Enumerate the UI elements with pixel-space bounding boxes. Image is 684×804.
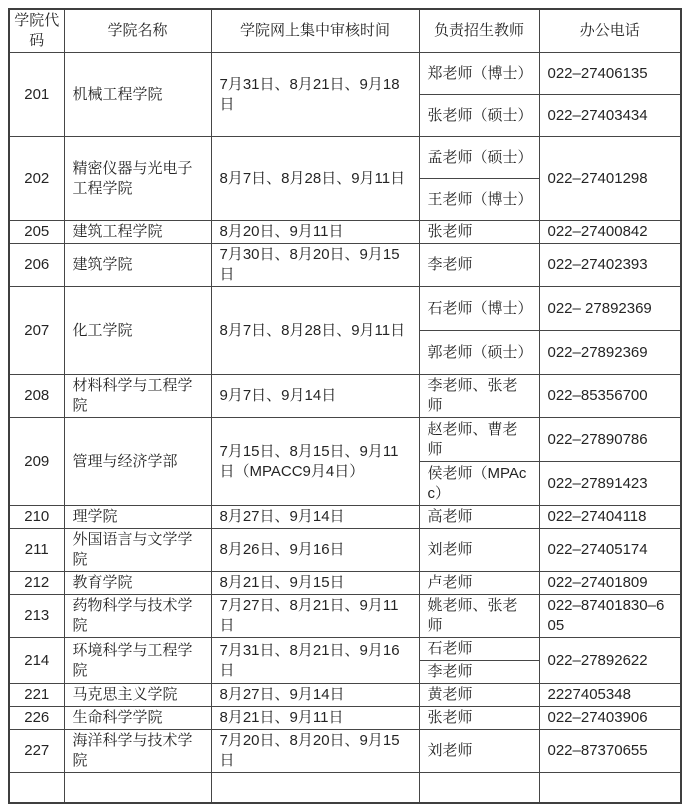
table-row-207 [9, 287, 681, 331]
college-code-cell [9, 773, 64, 803]
table-row-226 [9, 707, 681, 730]
college-code-cell: 226 [9, 707, 64, 730]
review-time-cell: 7月15日、8月15日、9月11日（MPACC9月4日） [211, 418, 419, 506]
table-row-211 [9, 529, 681, 572]
review-time-cell: 8月27日、9月14日 [211, 506, 419, 529]
college-name-cell: 建筑学院 [64, 244, 211, 287]
teacher-cell: 卢老师 [419, 572, 539, 595]
review-time-cell: 8月20日、9月11日 [211, 221, 419, 244]
college-code-cell: 227 [9, 730, 64, 773]
review-time-cell: 8月7日、8月28日、9月11日 [211, 137, 419, 221]
teacher-cell: 高老师 [419, 506, 539, 529]
phone-cell: 022–27405174 [539, 529, 681, 572]
table-row-208 [9, 375, 681, 418]
college-name-cell: 药物科学与技术学院 [64, 595, 211, 638]
teacher-cell: 郑老师（博士） [419, 53, 539, 95]
college-code-cell: 202 [9, 137, 64, 221]
table-row-227 [9, 730, 681, 773]
teacher-cell: 石老师 [419, 638, 539, 661]
review-time-cell: 9月7日、9月14日 [211, 375, 419, 418]
college-name-cell [64, 773, 211, 803]
teacher-cell: 张老师 [419, 707, 539, 730]
college-name-cell: 化工学院 [64, 287, 211, 375]
college-name-cell: 外国语言与文学学院 [64, 529, 211, 572]
table-row-221 [9, 684, 681, 707]
college-name-cell: 环境科学与工程学院 [64, 638, 211, 684]
college-code-cell: 205 [9, 221, 64, 244]
teacher-cell: 李老师、张老师 [419, 375, 539, 418]
college-code-cell: 211 [9, 529, 64, 572]
college-name-cell: 建筑工程学院 [64, 221, 211, 244]
table-row-210 [9, 506, 681, 529]
college-name-cell: 教育学院 [64, 572, 211, 595]
phone-cell: 022–27401298 [539, 137, 681, 221]
college-code-cell: 201 [9, 53, 64, 137]
teacher-cell: 石老师（博士） [419, 287, 539, 331]
teacher-cell: 赵老师、曹老师 [419, 418, 539, 462]
college-name-cell: 生命科学学院 [64, 707, 211, 730]
college-code-cell: 212 [9, 572, 64, 595]
phone-cell: 022–87370655 [539, 730, 681, 773]
phone-cell: 022–27403434 [539, 95, 681, 137]
phone-cell [539, 773, 681, 803]
teacher-cell: 张老师（硕士） [419, 95, 539, 137]
phone-cell: 022–27890786 [539, 418, 681, 462]
header-college-name: 学院名称 [64, 9, 211, 53]
review-time-cell: 7月31日、8月21日、9月18日 [211, 53, 419, 137]
review-time-cell [211, 773, 419, 803]
college-code-cell: 214 [9, 638, 64, 684]
table-row-partial [9, 773, 681, 803]
college-name-cell: 精密仪器与光电子工程学院 [64, 137, 211, 221]
college-name-cell: 马克思主义学院 [64, 684, 211, 707]
review-time-cell: 8月21日、9月11日 [211, 707, 419, 730]
college-name-cell: 机械工程学院 [64, 53, 211, 137]
table-row-212 [9, 572, 681, 595]
header-review-time: 学院网上集中审核时间 [211, 9, 419, 53]
review-time-cell: 8月7日、8月28日、9月11日 [211, 287, 419, 375]
college-name-cell: 理学院 [64, 506, 211, 529]
review-time-cell: 7月20日、8月20日、9月15日 [211, 730, 419, 773]
college-code-cell: 210 [9, 506, 64, 529]
phone-cell: 022– 27892369 [539, 287, 681, 331]
header-college-code: 学院代码 [9, 9, 64, 53]
review-time-cell: 8月27日、9月14日 [211, 684, 419, 707]
college-code-cell: 221 [9, 684, 64, 707]
table-row-201 [9, 53, 681, 95]
college-code-cell: 213 [9, 595, 64, 638]
table-row-206 [9, 244, 681, 287]
teacher-cell: 李老师 [419, 244, 539, 287]
college-name-cell: 材料科学与工程学院 [64, 375, 211, 418]
header-teacher: 负责招生教师 [419, 9, 539, 53]
phone-cell: 022–27891423 [539, 462, 681, 506]
phone-cell: 022–27401809 [539, 572, 681, 595]
college-code-cell: 206 [9, 244, 64, 287]
teacher-cell: 郭老师（硕士） [419, 331, 539, 375]
college-code-cell: 207 [9, 287, 64, 375]
teacher-cell [419, 773, 539, 803]
teacher-cell: 李老师 [419, 661, 539, 684]
phone-cell: 022–27892369 [539, 331, 681, 375]
review-time-cell: 7月30日、8月20日、9月15日 [211, 244, 419, 287]
college-name-cell: 海洋科学与技术学院 [64, 730, 211, 773]
review-time-cell: 7月31日、8月21日、9月16日 [211, 638, 419, 684]
header-row [9, 9, 681, 53]
teacher-cell: 黄老师 [419, 684, 539, 707]
college-code-cell: 208 [9, 375, 64, 418]
table-row-202 [9, 137, 681, 179]
table-row-213 [9, 595, 681, 638]
review-time-cell: 8月21日、9月15日 [211, 572, 419, 595]
phone-cell: 022–27403906 [539, 707, 681, 730]
phone-cell: 022–27402393 [539, 244, 681, 287]
review-schedule-table [8, 8, 682, 804]
phone-cell: 022–85356700 [539, 375, 681, 418]
table-row-209 [9, 418, 681, 462]
teacher-cell: 姚老师、张老师 [419, 595, 539, 638]
teacher-cell: 张老师 [419, 221, 539, 244]
phone-cell: 2227405348 [539, 684, 681, 707]
phone-cell: 022–87401830–605 [539, 595, 681, 638]
header-phone: 办公电话 [539, 9, 681, 53]
table-row-205 [9, 221, 681, 244]
college-code-cell: 209 [9, 418, 64, 506]
phone-cell: 022–27404118 [539, 506, 681, 529]
college-name-cell: 管理与经济学部 [64, 418, 211, 506]
teacher-cell: 刘老师 [419, 730, 539, 773]
teacher-cell: 侯老师（MPAcc） [419, 462, 539, 506]
teacher-cell: 王老师（博士） [419, 179, 539, 221]
teacher-cell: 孟老师（硕士） [419, 137, 539, 179]
phone-cell: 022–27892622 [539, 638, 681, 684]
phone-cell: 022–27406135 [539, 53, 681, 95]
phone-cell: 022–27400842 [539, 221, 681, 244]
review-time-cell: 7月27日、8月21日、9月11日 [211, 595, 419, 638]
teacher-cell: 刘老师 [419, 529, 539, 572]
table-row-214 [9, 638, 681, 661]
review-time-cell: 8月26日、9月16日 [211, 529, 419, 572]
